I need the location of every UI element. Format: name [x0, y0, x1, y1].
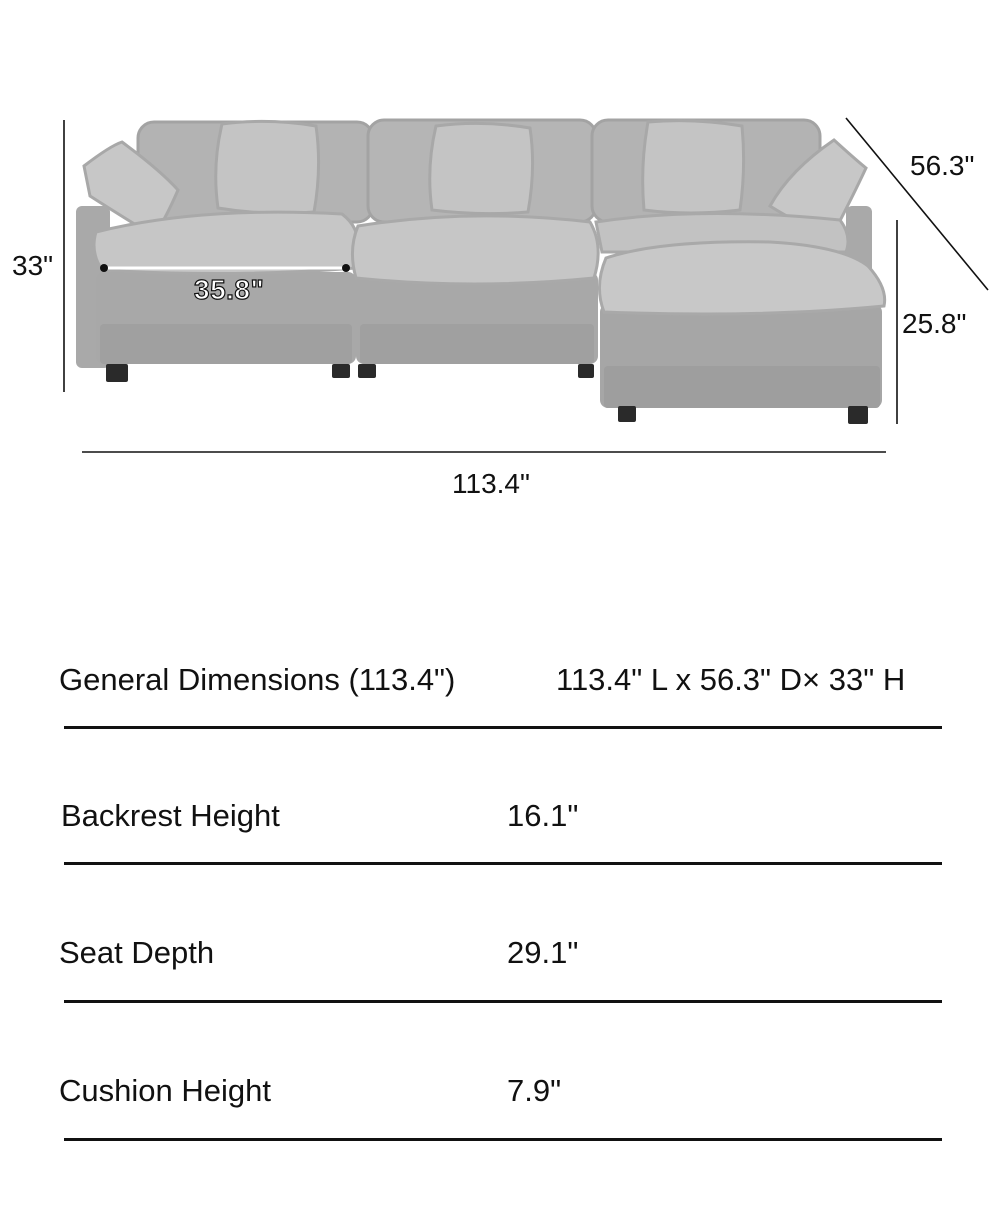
row-divider	[64, 726, 942, 729]
width-label: 113.4"	[452, 468, 530, 499]
sofa-illustration	[0, 0, 1000, 520]
spec-value: 29.1"	[507, 935, 579, 970]
row-divider	[64, 1138, 942, 1141]
seat-width-label: 35.8"	[194, 274, 265, 305]
ottoman-height-label: 25.8"	[902, 308, 967, 339]
spec-label: Cushion Height	[59, 1073, 271, 1108]
spec-label: General Dimensions (113.4")	[59, 662, 456, 697]
spec-value: 16.1"	[507, 798, 579, 833]
spec-row-seat-depth	[0, 933, 1000, 1069]
spec-row-backrest-height	[0, 796, 1000, 932]
product-dimension-figure	[0, 0, 1000, 520]
spec-value: 7.9"	[507, 1073, 562, 1108]
spec-row-general-dimensions	[0, 660, 1000, 796]
spec-label: Seat Depth	[59, 935, 215, 970]
spec-value: 113.4" L x 56.3" D× 33" H	[556, 662, 906, 697]
row-divider	[64, 1000, 942, 1003]
depth-label: 56.3"	[910, 150, 975, 181]
spec-label: Backrest Height	[61, 798, 280, 833]
height-label: 33"	[12, 250, 54, 281]
spec-row-cushion-height	[0, 1071, 1000, 1207]
row-divider	[64, 862, 942, 865]
